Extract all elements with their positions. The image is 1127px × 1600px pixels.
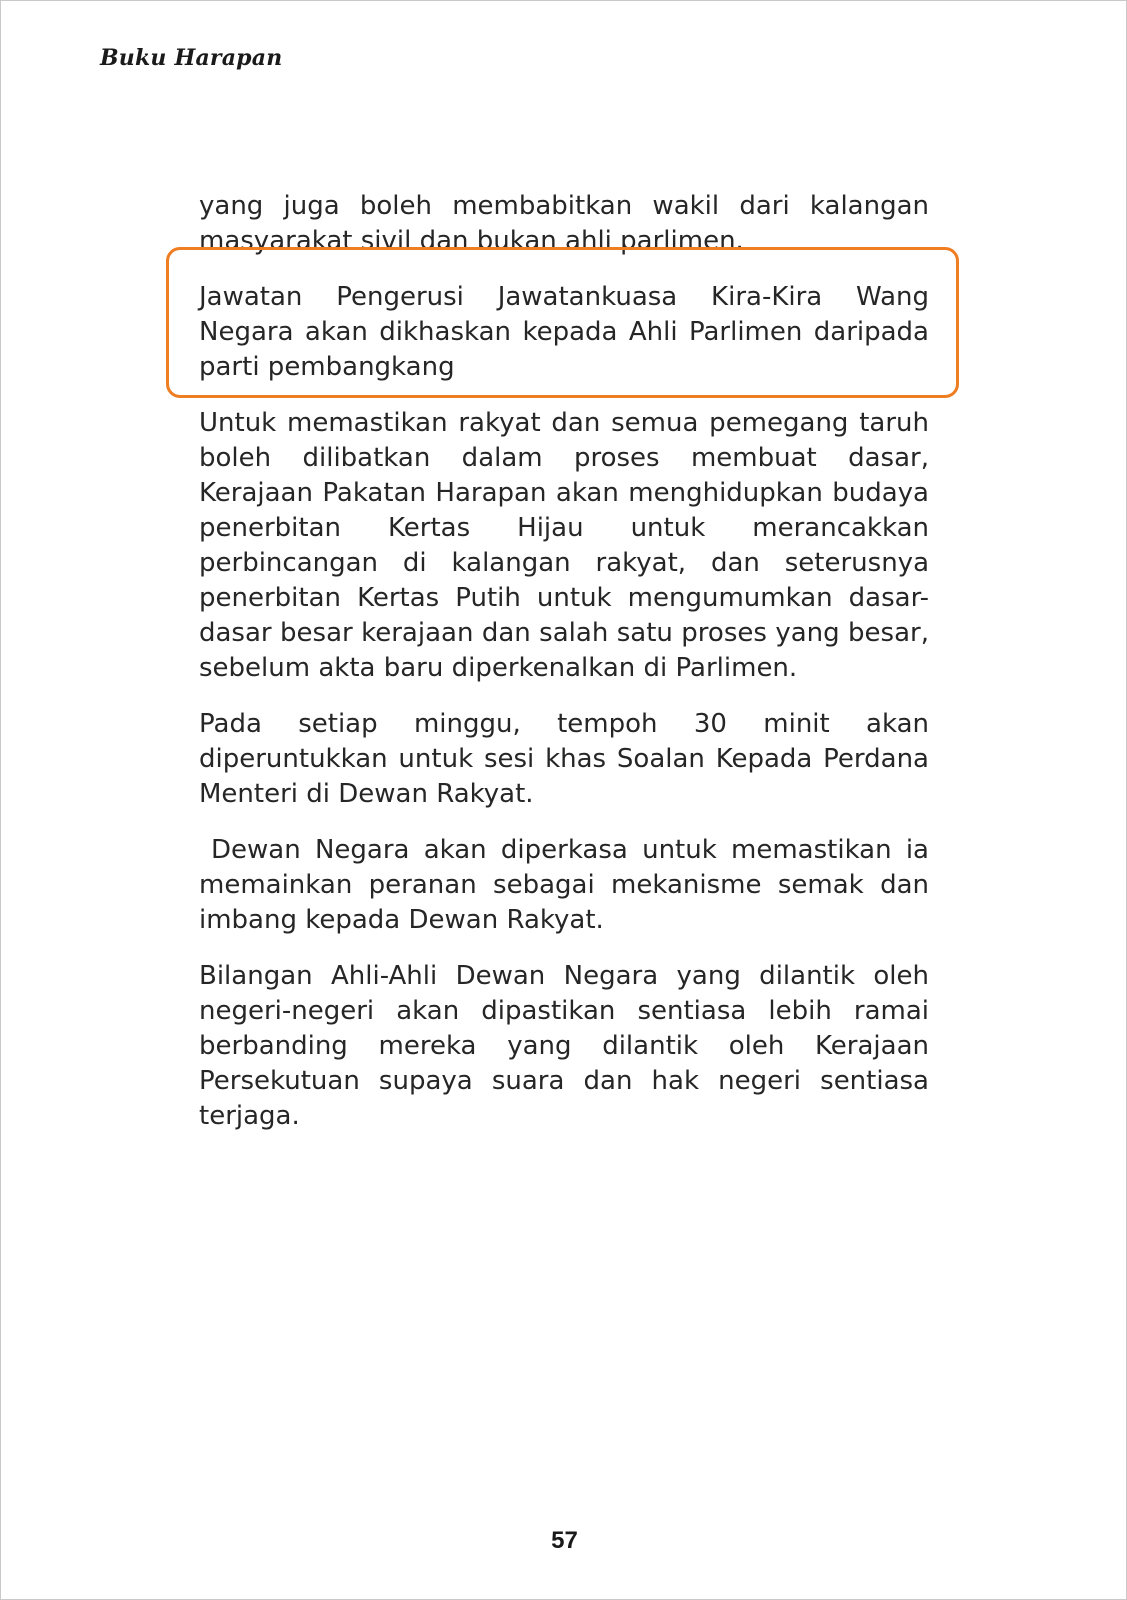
highlight-callout-box: [199, 280, 929, 385]
callout-text: Jawatan Pengerusi Jawatankuasa Kira-Kira Wang Negara akan dikhaskan kepada Ahli Parlimen daripada parti pembangkang: [199, 282, 929, 382]
running-header-title: Buku Harapan: [100, 45, 283, 71]
page-body: [199, 189, 929, 1155]
paragraph-4: Dewan Negara akan diperkasa untuk memastikan ia memainkan peranan sebagai mekanisme semak dan imbang kepada Dewan Rakyat.: [199, 835, 929, 935]
paragraph-3: Pada setiap minggu, tempoh 30 minit akan diperuntukkan untuk sesi khas Soalan Kepada Perdana Menteri di Dewan Rakyat.: [199, 709, 929, 809]
paragraph-2: Untuk memastikan rakyat dan semua pemegang taruh boleh dilibatkan dalam proses membuat dasar, Kerajaan Pakatan Harapan akan menghidupkan budaya penerbitan Kertas Hijau untuk merancakkan perbincangan di kalangan rakyat, dan seterusnya penerbitan Kertas Putih untuk mengumumkan dasar-dasar besar kerajaan dan salah satu proses yang besar, sebelum akta baru diperkenalkan di Parlimen.: [199, 408, 929, 683]
page-number: 57: [551, 1527, 578, 1554]
paragraph-5: Bilangan Ahli-Ahli Dewan Negara yang dilantik oleh negeri-negeri akan dipastikan sentiasa lebih ramai berbanding mereka yang dilantik oleh Kerajaan Persekutuan supaya suara dan hak negeri sentiasa terjaga.: [199, 961, 929, 1131]
paragraph-1: yang juga boleh membabitkan wakil dari kalangan masyarakat sivil dan bukan ahli parlimen.: [199, 191, 929, 256]
